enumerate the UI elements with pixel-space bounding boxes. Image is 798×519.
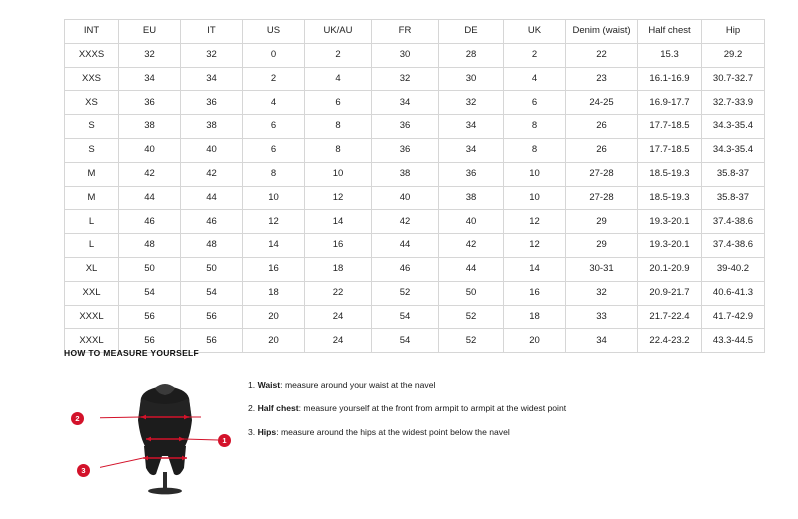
table-cell: 56: [181, 329, 243, 353]
table-cell: 8: [504, 138, 566, 162]
size-conversion-table-container: [64, 19, 754, 353]
table-cell: 19.3-20.1: [638, 210, 702, 234]
table-cell: 29: [566, 234, 638, 258]
measure-step-term: Waist: [257, 380, 281, 390]
measure-step-number: 2.: [248, 403, 256, 414]
table-cell: 38: [119, 115, 181, 139]
size-label-cell: XS: [65, 91, 119, 115]
size-label-cell: S: [65, 138, 119, 162]
table-cell: 37.4-38.6: [702, 210, 765, 234]
how-to-measure-title: HOW TO MEASURE YOURSELF: [64, 348, 200, 358]
table-cell: 23: [566, 67, 638, 91]
table-cell: 50: [119, 257, 181, 281]
table-cell: 20: [243, 305, 305, 329]
table-row: [65, 281, 765, 305]
table-cell: 54: [181, 281, 243, 305]
table-column-header: IT: [181, 20, 243, 44]
size-label-cell: M: [65, 162, 119, 186]
table-cell: 0: [243, 43, 305, 67]
table-cell: 29.2: [702, 43, 765, 67]
table-cell: 44: [372, 234, 439, 258]
table-cell: 34.3-35.4: [702, 138, 765, 162]
table-cell: 21.7-22.4: [638, 305, 702, 329]
table-cell: 19.3-20.1: [638, 234, 702, 258]
size-label-cell: XXXL: [65, 329, 119, 353]
size-label-cell: XXXL: [65, 305, 119, 329]
table-cell: 32: [181, 43, 243, 67]
table-cell: 12: [504, 234, 566, 258]
table-cell: 34: [119, 67, 181, 91]
table-cell: 54: [372, 329, 439, 353]
mannequin-figure: [75, 368, 230, 498]
measure-step-term: Hips: [257, 426, 277, 437]
table-cell: 33: [566, 305, 638, 329]
table-cell: 4: [504, 67, 566, 91]
table-column-header: UK: [504, 20, 566, 44]
table-cell: 50: [181, 257, 243, 281]
table-row: [65, 162, 765, 186]
table-cell: 32: [566, 281, 638, 305]
table-cell: 54: [372, 305, 439, 329]
measure-step-text: : measure yourself at the front from armpit to armpit at the widest point: [298, 403, 567, 414]
bullet-marker-2: 2: [71, 412, 84, 425]
table-cell: 40.6-41.3: [702, 281, 765, 305]
table-cell: 30-31: [566, 257, 638, 281]
table-cell: 50: [439, 281, 504, 305]
table-cell: 29: [566, 210, 638, 234]
table-column-header: Denim (waist): [566, 20, 638, 44]
table-cell: 48: [181, 234, 243, 258]
table-cell: 17.7-18.5: [638, 115, 702, 139]
table-row: [65, 91, 765, 115]
size-label-cell: L: [65, 210, 119, 234]
table-column-header: INT: [65, 20, 119, 44]
table-cell: 34.3-35.4: [702, 115, 765, 139]
table-column-header: EU: [119, 20, 181, 44]
table-cell: 32: [372, 67, 439, 91]
table-column-header: US: [243, 20, 305, 44]
table-cell: 42: [181, 162, 243, 186]
mannequin-icon: [100, 368, 230, 498]
table-cell: 46: [119, 210, 181, 234]
table-cell: 56: [119, 305, 181, 329]
size-label-cell: XXL: [65, 281, 119, 305]
table-cell: 36: [439, 162, 504, 186]
table-cell: 4: [305, 67, 372, 91]
table-cell: 15.3: [638, 43, 702, 67]
table-cell: 46: [181, 210, 243, 234]
table-cell: 10: [504, 186, 566, 210]
table-cell: 12: [305, 186, 372, 210]
table-cell: 6: [243, 115, 305, 139]
table-cell: 36: [372, 115, 439, 139]
table-cell: 16.1-16.9: [638, 67, 702, 91]
table-cell: 40: [439, 210, 504, 234]
table-column-header: Hip: [702, 20, 765, 44]
table-cell: 20.1-20.9: [638, 257, 702, 281]
table-cell: 44: [439, 257, 504, 281]
bullet-marker-3: 3: [77, 464, 90, 477]
table-header-row: [65, 20, 765, 44]
table-cell: 16.9-17.7: [638, 91, 702, 115]
table-cell: 10: [243, 186, 305, 210]
size-label-cell: XXS: [65, 67, 119, 91]
table-row: [65, 138, 765, 162]
table-cell: 35.8-37: [702, 162, 765, 186]
table-cell: 38: [439, 186, 504, 210]
table-cell: 8: [305, 115, 372, 139]
table-column-header: DE: [439, 20, 504, 44]
table-row: [65, 186, 765, 210]
table-cell: 2: [243, 67, 305, 91]
table-cell: 20: [504, 329, 566, 353]
table-cell: 30: [439, 67, 504, 91]
measure-step-term: Half chest: [257, 403, 299, 414]
table-cell: 56: [119, 329, 181, 353]
table-cell: 43.3-44.5: [702, 329, 765, 353]
table-row: [65, 67, 765, 91]
table-cell: 40: [181, 138, 243, 162]
table-cell: 40: [372, 186, 439, 210]
table-cell: 42: [119, 162, 181, 186]
table-cell: 24: [305, 305, 372, 329]
table-cell: 22: [566, 43, 638, 67]
table-cell: 24-25: [566, 91, 638, 115]
table-cell: 12: [504, 210, 566, 234]
table-cell: 18: [243, 281, 305, 305]
table-cell: 34: [566, 329, 638, 353]
table-cell: 27-28: [566, 186, 638, 210]
table-cell: 32: [119, 43, 181, 67]
table-cell: 22: [305, 281, 372, 305]
table-cell: 18: [305, 257, 372, 281]
table-cell: 35.8-37: [702, 186, 765, 210]
measure-step-text: : measure around your waist at the navel: [280, 380, 436, 390]
table-cell: 6: [504, 91, 566, 115]
table-cell: 38: [372, 162, 439, 186]
table-cell: 28: [439, 43, 504, 67]
table-cell: 8: [243, 162, 305, 186]
table-cell: 36: [181, 91, 243, 115]
table-cell: 14: [504, 257, 566, 281]
table-cell: 30: [372, 43, 439, 67]
table-cell: 36: [372, 138, 439, 162]
table-cell: 48: [119, 234, 181, 258]
how-to-measure-section: [64, 348, 734, 498]
table-cell: 34: [439, 138, 504, 162]
table-cell: 2: [305, 43, 372, 67]
table-cell: 32: [439, 91, 504, 115]
table-cell: 39-40.2: [702, 257, 765, 281]
table-cell: 52: [439, 329, 504, 353]
table-cell: 18.5-19.3: [638, 186, 702, 210]
table-cell: 32.7-33.9: [702, 91, 765, 115]
table-cell: 6: [305, 91, 372, 115]
table-cell: 14: [305, 210, 372, 234]
measure-steps-list: [248, 368, 566, 450]
table-cell: 36: [119, 91, 181, 115]
table-cell: 16: [243, 257, 305, 281]
table-cell: 26: [566, 115, 638, 139]
table-cell: 12: [243, 210, 305, 234]
table-row: [65, 115, 765, 139]
table-cell: 52: [439, 305, 504, 329]
size-label-cell: XL: [65, 257, 119, 281]
measure-step: [248, 380, 566, 390]
table-cell: 37.4-38.6: [702, 234, 765, 258]
table-cell: 52: [372, 281, 439, 305]
table-cell: 42: [372, 210, 439, 234]
table-column-header: UK/AU: [305, 20, 372, 44]
table-cell: 16: [305, 234, 372, 258]
table-cell: 26: [566, 138, 638, 162]
table-cell: 24: [305, 329, 372, 353]
table-cell: 30.7-32.7: [702, 67, 765, 91]
table-cell: 16: [504, 281, 566, 305]
table-cell: 2: [504, 43, 566, 67]
table-cell: 4: [243, 91, 305, 115]
table-cell: 34: [181, 67, 243, 91]
table-row: [65, 305, 765, 329]
table-cell: 14: [243, 234, 305, 258]
table-cell: 27-28: [566, 162, 638, 186]
table-cell: 18: [504, 305, 566, 329]
table-cell: 38: [181, 115, 243, 139]
table-cell: 40: [119, 138, 181, 162]
table-row: [65, 234, 765, 258]
measure-step-number: 3.: [248, 426, 256, 437]
measure-step-number: 1.: [248, 380, 256, 390]
table-cell: 6: [243, 138, 305, 162]
table-column-header: Half chest: [638, 20, 702, 44]
table-row: [65, 43, 765, 67]
table-cell: 41.7-42.9: [702, 305, 765, 329]
size-conversion-table: [64, 19, 765, 353]
table-cell: 44: [181, 186, 243, 210]
measure-step-text: : measure around the hips at the widest point below the navel: [276, 426, 510, 437]
table-cell: 20.9-21.7: [638, 281, 702, 305]
table-cell: 34: [372, 91, 439, 115]
size-label-cell: S: [65, 115, 119, 139]
table-cell: 8: [305, 138, 372, 162]
table-cell: 44: [119, 186, 181, 210]
size-label-cell: L: [65, 234, 119, 258]
table-cell: 46: [372, 257, 439, 281]
table-cell: 8: [504, 115, 566, 139]
table-cell: 10: [504, 162, 566, 186]
table-cell: 54: [119, 281, 181, 305]
measure-step: [248, 427, 566, 437]
table-cell: 22.4-23.2: [638, 329, 702, 353]
bullet-marker-1: 1: [218, 434, 231, 447]
table-cell: 17.7-18.5: [638, 138, 702, 162]
size-label-cell: XXXS: [65, 43, 119, 67]
table-column-header: FR: [372, 20, 439, 44]
table-cell: 18.5-19.3: [638, 162, 702, 186]
table-cell: 20: [243, 329, 305, 353]
table-cell: 10: [305, 162, 372, 186]
table-row: [65, 210, 765, 234]
table-cell: 34: [439, 115, 504, 139]
size-label-cell: M: [65, 186, 119, 210]
table-cell: 56: [181, 305, 243, 329]
table-row: [65, 257, 765, 281]
how-to-measure-body: [64, 368, 734, 498]
table-cell: 42: [439, 234, 504, 258]
measure-step: [248, 403, 566, 413]
